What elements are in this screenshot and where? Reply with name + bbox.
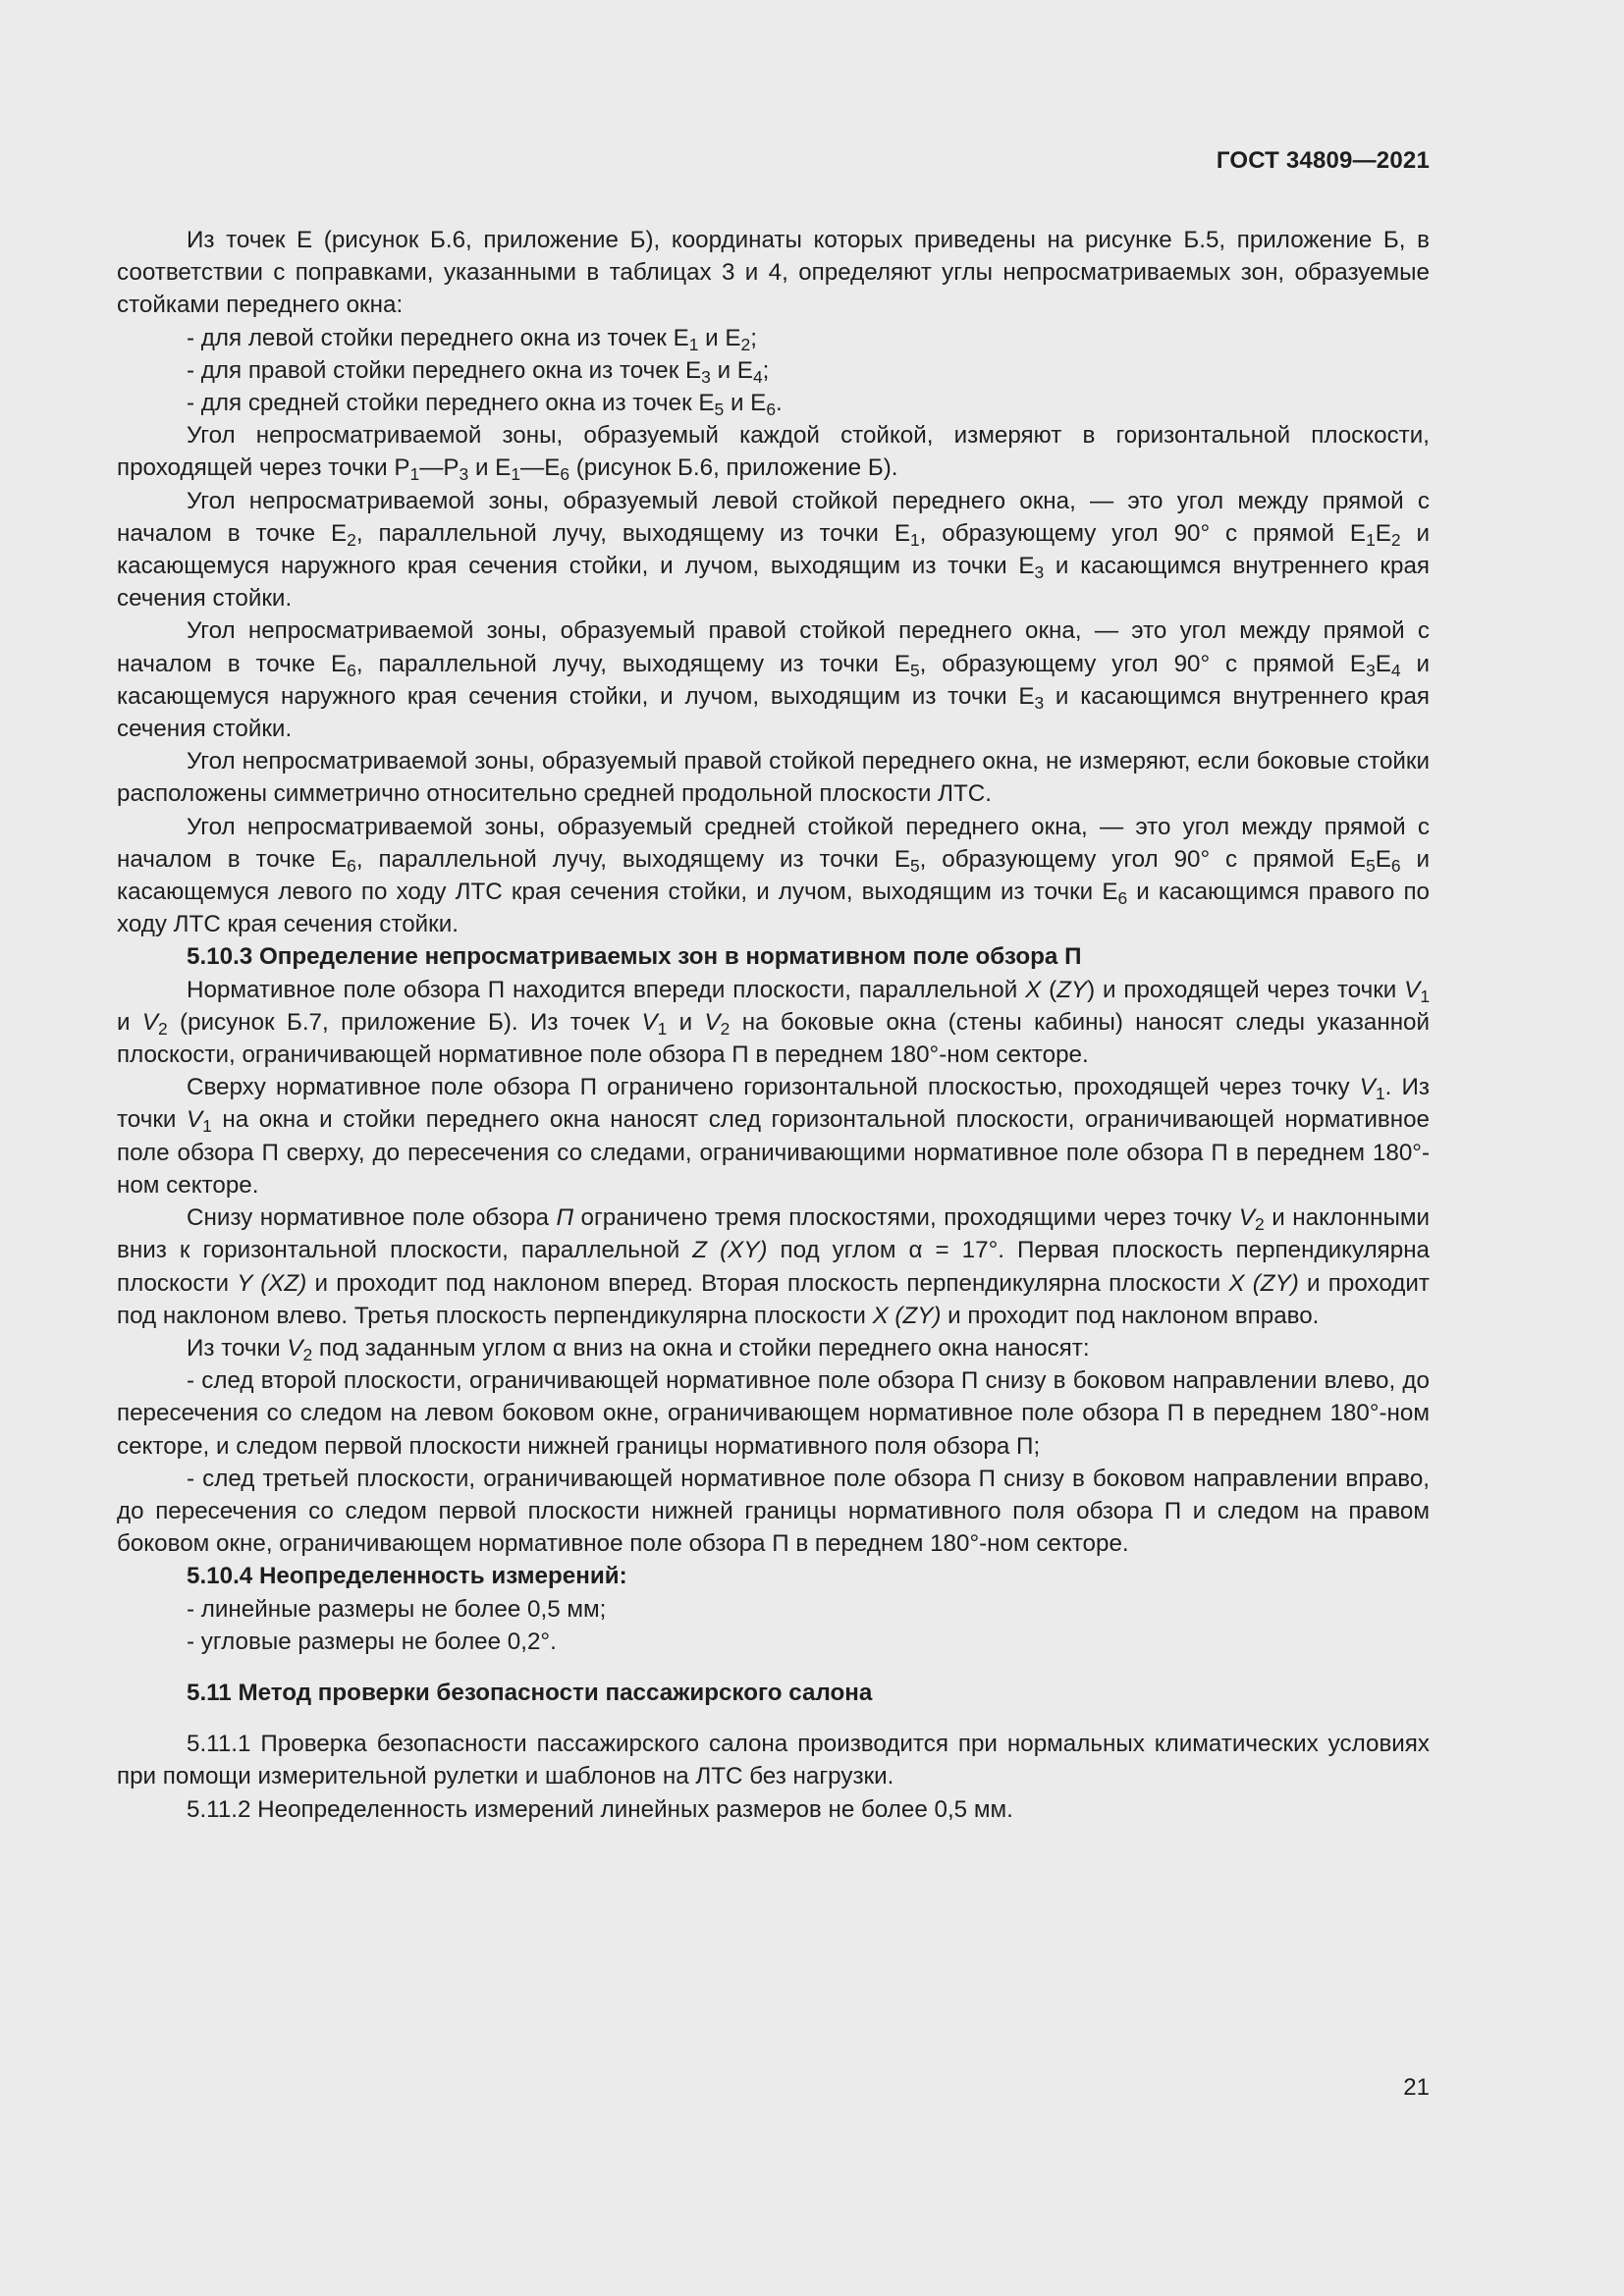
paragraph: Сверху нормативное поле обзора П ограничено горизонтальной плоскостью, проходящей через точку $V_1$. Из точки $V_1$ на окна и стойки переднего окна наносят след горизонтальной плоскости, ограничивающей нормативное поле обзора П сверху, до пересечения со следами, ограничивающими нормативное поле обзора П в переднем 180°-ном секторе.	[117, 1074, 1430, 1199]
paragraph: Нормативное поле обзора П находится впереди плоскости, параллельной X (ZY) и проходящей через точки $V_1$ и $V_2$ (рисунок Б.7, приложение Б). Из точек $V_1$ и $V_2$ на боковые окна (стены кабины) наносят следы указанной плоскости, ограничивающей нормативное поле обзора П в переднем 180°-ном секторе.	[117, 976, 1431, 1069]
standard-header: ГОСТ 34809—2021	[1216, 147, 1430, 174]
list-item: - линейные размеры не более 0,5 мм;	[187, 1595, 607, 1623]
list-item: - след третьей плоскости, ограничивающей нормативное поле обзора П снизу в боковом направлении вправо, до пересечения со следом первой плоскости нижней границы нормативного поля обзора П и следом на правом боковом окне, ограничивающем нормативное поле обзора П в переднем 180°-ном секторе.	[117, 1465, 1430, 1558]
subsection-heading: 5.10.3 Определение непросматриваемых зон в нормативном поле обзора П	[187, 943, 1082, 971]
section-heading: 5.11 Метод проверки безопасности пассажирского салона	[187, 1679, 873, 1706]
paragraph: Снизу нормативное поле обзора П ограничено тремя плоскостями, проходящими через точку $V_2$ и наклонными вниз к горизонтальной плоскости, параллельной Z (XY) под углом α = 17°. Первая плоскость перпендикулярна плоскости Y (XZ) и проходит под наклоном вперед. Вторая плоскость перпендикулярна плоскости X (ZY) и проходит под наклоном влево. Третья плоскость перпендикулярна плоскости X (ZY) и проходит под наклоном вправо.	[117, 1204, 1431, 1329]
page-number: 21	[1403, 2074, 1430, 2101]
list-item: - след второй плоскости, ограничивающей нормативное поле обзора П снизу в боковом направлении влево, до пересечения со следом на левом боковом окне, ограничивающем нормативное поле обзора П в переднем 180°-ном секторе, и следом первой плоскости нижней границы нормативного поля обзора П;	[117, 1367, 1430, 1460]
paragraph: Из точек E (рисунок Б.6, приложение Б), координаты которых приведены на рисунке Б.5, приложение Б, в соответствии с поправками, указанными в таблицах 3 и 4, определяют углы непросматриваемых зон, образуемые стойками переднего окна:	[117, 227, 1430, 319]
paragraph: 5.11.2 Неопределенность измерений линейных размеров не более 0,5 мм.	[187, 1795, 1013, 1823]
paragraph: Угол непросматриваемой зоны, образуемый правой стойкой переднего окна, не измеряют, если боковые стойки расположены симметрично относительно средней продольной плоскости ЛТС.	[117, 748, 1430, 808]
paragraph: Угол непросматриваемой зоны, образуемый правой стойкой переднего окна, — это угол между прямой с началом в точке $E_6$, параллельной лучу, выходящему из точки $E_5$, образующему угол 90° с прямой $E_3E_4$ и касающемуся наружного края сечения стойки, и лучом, выходящим из точки $E_3$ и касающимся внутреннего края сечения стойки.	[117, 617, 1431, 743]
body-text	[117, 224, 1430, 1826]
list-item: - для правой стойки переднего окна из точек $E_3$ и $E_4$;	[187, 356, 770, 388]
paragraph: Угол непросматриваемой зоны, образуемый каждой стойкой, измеряют в горизонтальной плоскости, проходящей через точки $P_1—P_3$ и $E_1—E_6$ (рисунок Б.6, приложение Б).	[117, 422, 1430, 485]
paragraph: 5.11.1 Проверка безопасности пассажирского салона производится при нормальных климатических условиях при помощи измерительной рулетки и шаблонов на ЛТС без нагрузки.	[117, 1731, 1430, 1790]
subsection-heading: 5.10.4 Неопределенность измерений:	[187, 1563, 627, 1590]
list-item: - для средней стойки переднего окна из точек $E_5$ и $E_6$.	[187, 390, 783, 420]
paragraph: Из точки $V_2$ под заданным углом α вниз на окна и стойки переднего окна наносят:	[187, 1334, 1090, 1365]
paragraph: Угол непросматриваемой зоны, образуемый левой стойкой переднего окна, — это угол между прямой с началом в точке $E_2$, параллельной лучу, выходящему из точки $E_1$, образующему угол 90° с прямой $E_1E_2$ и касающемуся наружного края сечения стойки, и лучом, выходящим из точки $E_3$ и касающимся внутреннего края сечения стойки.	[117, 487, 1431, 613]
list-item: - для левой стойки переднего окна из точек $E_1$ и $E_2$;	[187, 324, 757, 354]
paragraph: Угол непросматриваемой зоны, образуемый средней стойкой переднего окна, — это угол между прямой с началом в точке $E_6$, параллельной лучу, выходящему из точки $E_5$, образующему угол 90° с прямой $E_5E_6$ и касающемуся левого по ходу ЛТС края сечения стойки, и лучом, выходящим из точки $E_6$ и касающимся правого по ходу ЛТС края сечения стойки.	[117, 813, 1431, 938]
list-item: - угловые размеры не более 0,2°.	[187, 1628, 557, 1655]
